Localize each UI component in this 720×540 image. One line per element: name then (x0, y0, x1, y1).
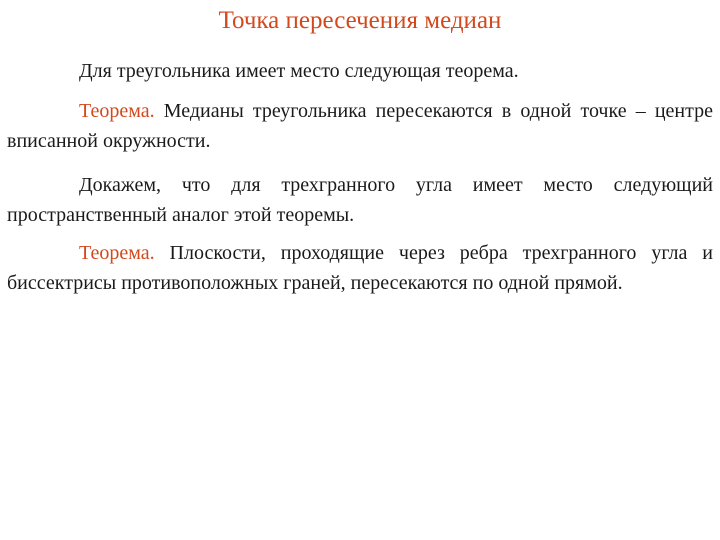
theorem-label: Теорема. (79, 100, 155, 122)
theorem-label: Теорема. (79, 242, 155, 264)
paragraph-proof-intro-text: Докажем, что для трехгранного угла имеет место следующий пространственный аналог этой теоремы. (7, 174, 713, 226)
theorem-planes-text: Плоскости, проходящие через ребра трехгранного угла и биссектрисы противоположных граней, пересекаются по одной прямой. (7, 242, 713, 294)
slide-title: Точка пересечения медиан (218, 7, 502, 34)
paragraph-intro (7, 56, 713, 86)
theorem-medians-text: Медианы треугольника пересекаются в одной точке – центре вписанной окружности. (7, 100, 713, 152)
paragraph-intro-text: Для треугольника имеет место следующая теорема. (79, 60, 519, 82)
paragraph-theorem-medians (7, 96, 713, 156)
slide-body (7, 56, 713, 298)
paragraph-theorem-planes (7, 238, 713, 298)
paragraph-proof-intro (7, 170, 713, 230)
